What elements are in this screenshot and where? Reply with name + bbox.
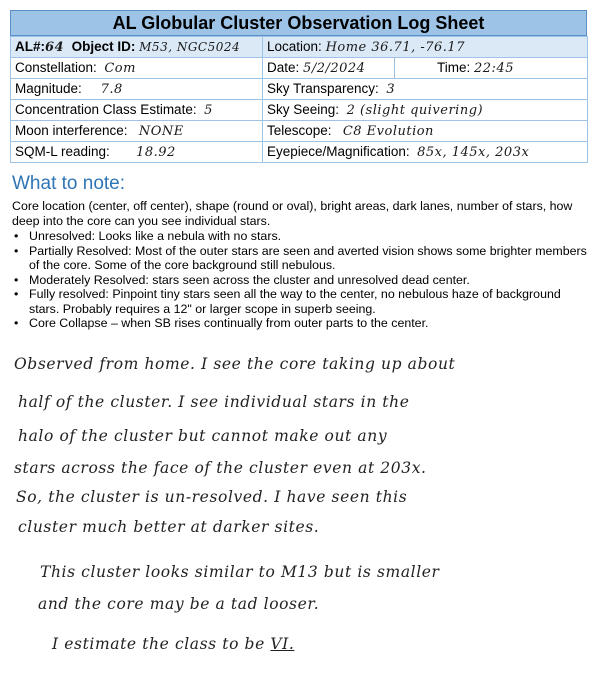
observation-line: This cluster looks similar to M13 but is smaller xyxy=(40,563,440,581)
log-row-3 xyxy=(11,79,588,100)
al-label: AL#: xyxy=(15,39,45,54)
constellation-cell xyxy=(11,58,263,79)
observation-line-class xyxy=(52,635,294,653)
observation-line: So, the cluster is un-resolved. I have seen this xyxy=(16,488,408,506)
eyepiece-label: Eyepiece/Magnification: xyxy=(267,144,410,159)
telescope-label: Telescope: xyxy=(267,123,332,138)
concentration-cell xyxy=(11,100,263,121)
log-row-2 xyxy=(11,58,588,79)
observation-line: Observed from home. I see the core taking up about xyxy=(14,355,456,373)
log-row-4 xyxy=(11,100,588,121)
magnitude-value: 7.8 xyxy=(100,82,123,97)
date-label: Date: xyxy=(267,60,300,75)
notes-heading: What to note: xyxy=(12,173,126,194)
object-value: M53, NGC5024 xyxy=(139,40,241,54)
telescope-cell xyxy=(263,121,588,142)
seeing-value: 2 (slight quivering) xyxy=(346,103,484,118)
transparency-value: 3 xyxy=(386,82,396,97)
sqm-value: 18.92 xyxy=(136,145,176,160)
page-title: AL Globular Cluster Observation Log Sheet xyxy=(10,10,587,36)
al-object-cell xyxy=(11,37,263,58)
moon-label: Moon interference: xyxy=(15,123,128,138)
eyepiece-cell xyxy=(263,142,588,163)
time-label: Time: xyxy=(437,60,471,75)
location-cell xyxy=(263,37,588,58)
sqm-cell xyxy=(11,142,263,163)
constellation-label: Constellation: xyxy=(15,60,97,75)
transparency-label: Sky Transparency: xyxy=(267,81,379,96)
class-estimate-value: VI. xyxy=(270,635,295,653)
log-row-1 xyxy=(11,37,588,58)
eyepiece-value: 85x, 145x, 203x xyxy=(417,145,530,160)
observation-line: and the core may be a tad looser. xyxy=(38,595,320,613)
transparency-cell xyxy=(263,79,588,100)
notes-intro: Core location (center, off center), shape (round or oval), bright areas, dark lanes, number of stars, how deep into the core can you see individual stars. xyxy=(12,199,573,228)
notes-bullet-list xyxy=(12,229,587,331)
log-row-5 xyxy=(11,121,588,142)
observation-line: cluster much better at darker sites. xyxy=(18,518,320,536)
log-row-6 xyxy=(11,142,588,163)
al-value: 64 xyxy=(45,40,65,55)
constellation-value: Com xyxy=(104,61,136,76)
bullet-item: • Fully resolved: Pinpoint tiny stars seen all the way to the center, no nebulous haze of background stars. Probably requires a 12" or larger scope in superb seeing. xyxy=(12,287,587,316)
class-estimate-text: I estimate the class to be xyxy=(52,635,271,653)
sqm-label: SQM-L reading: xyxy=(15,144,110,159)
observation-line: stars across the face of the cluster even at 203x. xyxy=(14,459,427,477)
location-label: Location: xyxy=(267,39,322,54)
concentration-value: 5 xyxy=(204,103,213,118)
magnitude-label: Magnitude: xyxy=(15,81,82,96)
moon-cell xyxy=(11,121,263,142)
moon-value: NONE xyxy=(138,124,184,139)
date-value: 5/2/2024 xyxy=(303,61,366,76)
seeing-label: Sky Seeing: xyxy=(267,102,340,117)
magnitude-cell xyxy=(11,79,263,100)
observation-line: half of the cluster. I see individual stars in the xyxy=(18,393,410,411)
time-value: 22:45 xyxy=(474,61,514,76)
concentration-label: Concentration Class Estimate: xyxy=(15,102,197,117)
bullet-item: • Moderately Resolved: stars seen across the cluster and unresolved dead center. xyxy=(12,273,587,288)
bullet-item: • Partially Resolved: Most of the outer stars are seen and averted vision shows some brighter members of the core. Some of the core background still nebulous. xyxy=(12,244,587,273)
seeing-cell xyxy=(263,100,588,121)
observation-line: halo of the cluster but cannot make out any xyxy=(18,427,388,445)
location-value: Home 36.71, -76.17 xyxy=(325,40,465,55)
bullet-item: • Core Collapse – when SB rises continually from outer parts to the center. xyxy=(12,316,587,331)
bullet-item: • Unresolved: Looks like a nebula with no stars. xyxy=(12,229,587,244)
date-cell xyxy=(263,58,395,79)
telescope-value: C8 Evolution xyxy=(342,124,434,139)
object-label: Object ID: xyxy=(71,39,136,54)
log-table xyxy=(10,36,588,163)
time-cell xyxy=(395,58,588,79)
